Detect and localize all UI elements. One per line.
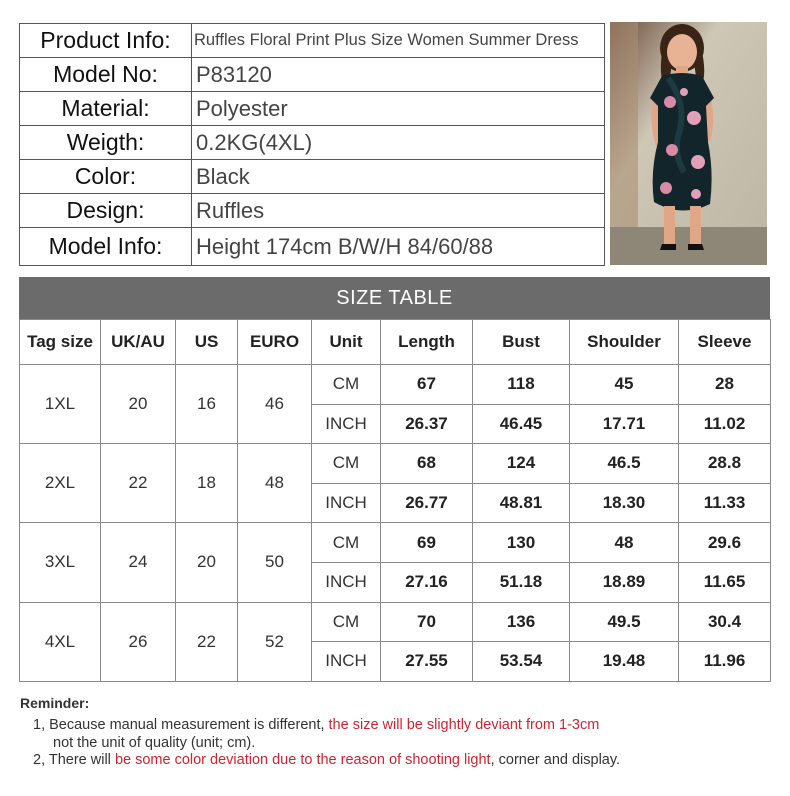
info-value: Height 174cm B/W/H 84/60/88 — [192, 228, 605, 266]
size-table-title: SIZE TABLE — [19, 277, 770, 319]
us-cell: 18 — [176, 444, 238, 523]
bust-cell: 48.81 — [473, 483, 570, 523]
us-cell: 16 — [176, 365, 238, 444]
euro-cell: 48 — [238, 444, 312, 523]
shoulder-cell: 18.89 — [570, 562, 679, 602]
tag-size-cell: 1XL — [20, 365, 101, 444]
unit-cell: INCH — [312, 642, 381, 682]
length-cell: 70 — [381, 602, 473, 642]
unit-cell: CM — [312, 523, 381, 563]
uk-au-cell: 22 — [101, 444, 176, 523]
column-header: EURO — [238, 320, 312, 365]
info-label: Product Info: — [20, 24, 192, 58]
info-row — [20, 228, 605, 266]
length-cell: 69 — [381, 523, 473, 563]
product-info-table — [19, 23, 605, 266]
shoulder-cell: 48 — [570, 523, 679, 563]
unit-cell: INCH — [312, 483, 381, 523]
length-cell: 26.77 — [381, 483, 473, 523]
size-table — [19, 319, 771, 682]
bust-cell: 124 — [473, 444, 570, 484]
model-photo — [610, 22, 767, 265]
shoulder-cell: 45 — [570, 365, 679, 405]
unit-cell: INCH — [312, 404, 381, 444]
length-cell: 68 — [381, 444, 473, 484]
info-value: 0.2KG(4XL) — [192, 126, 605, 160]
info-value: Ruffles Floral Print Plus Size Women Summer Dress — [192, 24, 605, 58]
column-header: Bust — [473, 320, 570, 365]
length-cell: 67 — [381, 365, 473, 405]
shoulder-cell: 46.5 — [570, 444, 679, 484]
shoulder-cell: 49.5 — [570, 602, 679, 642]
reminder-text: 2, There will — [33, 752, 115, 768]
length-cell: 26.37 — [381, 404, 473, 444]
bust-cell: 136 — [473, 602, 570, 642]
info-value: Ruffles — [192, 194, 605, 228]
reminder-text: 1, Because manual measurement is different, — [33, 717, 329, 733]
reminder-text: , corner and display. — [490, 752, 621, 768]
sleeve-cell: 11.02 — [679, 404, 771, 444]
info-label: Model Info: — [20, 228, 192, 266]
us-cell: 22 — [176, 602, 238, 681]
uk-au-cell: 20 — [101, 365, 176, 444]
info-value: Polyester — [192, 92, 605, 126]
column-header: UK/AU — [101, 320, 176, 365]
unit-cell: CM — [312, 365, 381, 405]
sleeve-cell: 28 — [679, 365, 771, 405]
reminder-line-1-cont: not the unit of quality (unit; cm). — [53, 734, 256, 751]
info-label: Model No: — [20, 58, 192, 92]
reminder-line-1 — [20, 717, 620, 735]
bust-cell: 130 — [473, 523, 570, 563]
info-label: Color: — [20, 160, 192, 194]
euro-cell: 46 — [238, 365, 312, 444]
sleeve-cell: 11.96 — [679, 642, 771, 682]
tag-size-cell: 4XL — [20, 602, 101, 681]
unit-cell: CM — [312, 602, 381, 642]
size-table-section — [19, 277, 770, 682]
unit-cell: INCH — [312, 562, 381, 602]
sleeve-cell: 11.33 — [679, 483, 771, 523]
info-row — [20, 160, 605, 194]
reminder-title: Reminder: — [20, 695, 90, 711]
table-row — [20, 523, 771, 563]
sleeve-cell: 30.4 — [679, 602, 771, 642]
column-header: Shoulder — [570, 320, 679, 365]
model-photo-illustration — [610, 22, 767, 265]
length-cell: 27.55 — [381, 642, 473, 682]
tag-size-cell: 3XL — [20, 523, 101, 602]
sleeve-cell: 29.6 — [679, 523, 771, 563]
info-label: Weigth: — [20, 126, 192, 160]
info-row — [20, 58, 605, 92]
reminder-section — [20, 695, 620, 770]
info-row — [20, 24, 605, 58]
info-row — [20, 92, 605, 126]
info-label: Design: — [20, 194, 192, 228]
shoulder-cell: 19.48 — [570, 642, 679, 682]
bust-cell: 51.18 — [473, 562, 570, 602]
column-header: Unit — [312, 320, 381, 365]
tag-size-cell: 2XL — [20, 444, 101, 523]
shoulder-cell: 18.30 — [570, 483, 679, 523]
us-cell: 20 — [176, 523, 238, 602]
bust-cell: 53.54 — [473, 642, 570, 682]
size-table-header-row — [20, 320, 771, 365]
reminder-highlight: the size will be slightly deviant from 1-3cm — [328, 717, 600, 733]
column-header: Sleeve — [679, 320, 771, 365]
sleeve-cell: 28.8 — [679, 444, 771, 484]
info-value: Black — [192, 160, 605, 194]
euro-cell: 50 — [238, 523, 312, 602]
column-header: Length — [381, 320, 473, 365]
bust-cell: 46.45 — [473, 404, 570, 444]
info-label: Material: — [20, 92, 192, 126]
reminder-line-2 — [20, 752, 620, 770]
bust-cell: 118 — [473, 365, 570, 405]
shoulder-cell: 17.71 — [570, 404, 679, 444]
column-header: US — [176, 320, 238, 365]
table-row — [20, 602, 771, 642]
sleeve-cell: 11.65 — [679, 562, 771, 602]
info-value: P83120 — [192, 58, 605, 92]
unit-cell: CM — [312, 444, 381, 484]
info-row — [20, 126, 605, 160]
table-row — [20, 365, 771, 405]
table-row — [20, 444, 771, 484]
uk-au-cell: 26 — [101, 602, 176, 681]
euro-cell: 52 — [238, 602, 312, 681]
length-cell: 27.16 — [381, 562, 473, 602]
reminder-highlight: be some color deviation due to the reason of shooting light — [114, 752, 491, 768]
info-row — [20, 194, 605, 228]
uk-au-cell: 24 — [101, 523, 176, 602]
column-header: Tag size — [20, 320, 101, 365]
